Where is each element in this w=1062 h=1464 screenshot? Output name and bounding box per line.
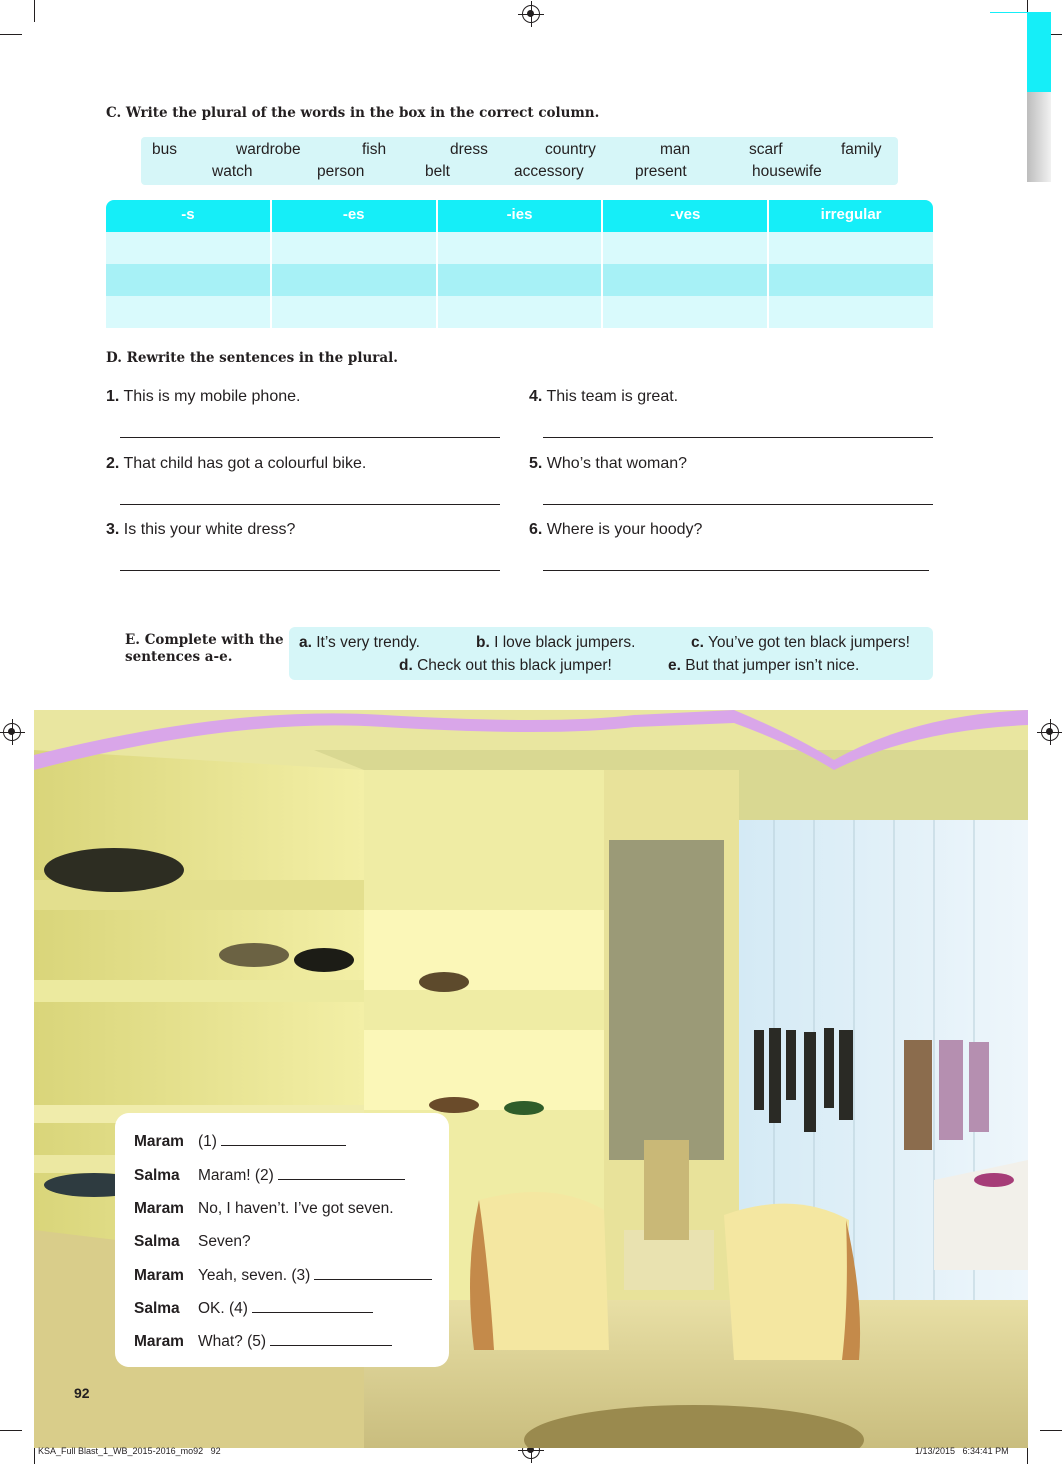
word: country [545, 141, 596, 158]
answer-line[interactable] [543, 504, 933, 505]
speaker-name: Salma [134, 1167, 180, 1184]
table-header-row [106, 200, 933, 232]
dialogue-line [134, 1200, 394, 1218]
sentence-2 [106, 455, 366, 473]
option-text: You’ve got ten black jumpers! [707, 634, 910, 651]
option-a [299, 634, 420, 652]
sentence-text: Is this your white dress? [123, 521, 296, 538]
answer-cell[interactable] [603, 264, 769, 296]
word: wardrobe [236, 141, 301, 158]
answer-cell[interactable] [272, 264, 438, 296]
dialogue-text: OK. (4) [198, 1300, 248, 1317]
sentence-5 [529, 455, 687, 473]
column-header: -es [272, 200, 438, 232]
page-number: 92 [74, 1385, 90, 1401]
answer-cell[interactable] [272, 232, 438, 264]
dialogue-line [134, 1333, 392, 1351]
answer-cell[interactable] [106, 264, 272, 296]
sentence-number: 4. [529, 388, 543, 405]
speaker-name: Maram [134, 1133, 184, 1150]
sentence-number: 1. [106, 388, 120, 405]
sentence-text: That child has got a colourful bike. [123, 455, 367, 472]
crop-mark [34, 0, 35, 22]
registration-mark-icon [3, 723, 21, 741]
footer-timestamp: 1/13/2015 6:34:41 PM [915, 1446, 1009, 1456]
crop-mark [1040, 1430, 1062, 1431]
tab-line [990, 12, 1027, 13]
answer-line[interactable] [120, 504, 500, 505]
sentence-number: 6. [529, 521, 543, 538]
sentence-6 [529, 521, 702, 539]
instruction-line: E. Complete with the [125, 632, 284, 648]
option-text: Check out this black jumper! [417, 657, 612, 674]
dialogue-text: Seven? [198, 1233, 251, 1250]
answer-cell[interactable] [272, 296, 438, 328]
word: family [841, 141, 882, 158]
section-e-instruction [125, 632, 284, 666]
option-letter: c. [691, 634, 704, 651]
dialogue-blank[interactable] [278, 1167, 405, 1180]
option-letter: e. [668, 657, 681, 674]
speaker-name: Maram [134, 1267, 184, 1284]
crop-mark [0, 34, 22, 35]
sentence-text: Where is your hoody? [546, 521, 703, 538]
table-row [106, 232, 933, 264]
answer-line[interactable] [543, 570, 929, 571]
word-box [141, 137, 898, 185]
dialogue-text: Yeah, seven. (3) [198, 1267, 311, 1284]
answer-line[interactable] [543, 437, 933, 438]
dialogue-line [134, 1133, 346, 1151]
option-letter: d. [399, 657, 413, 674]
dialogue-text: (1) [198, 1133, 217, 1150]
option-b [476, 634, 635, 652]
answer-cell[interactable] [769, 296, 933, 328]
answer-options-box [289, 627, 933, 680]
dialogue-line [134, 1233, 251, 1251]
dialogue-blank[interactable] [252, 1300, 373, 1313]
answer-cell[interactable] [603, 232, 769, 264]
speaker-name: Maram [134, 1200, 184, 1217]
column-header: -ves [603, 200, 769, 232]
word: scarf [749, 141, 783, 158]
plural-table [106, 200, 933, 328]
wave-banner [34, 705, 1028, 775]
speaker-name: Salma [134, 1233, 180, 1250]
option-e [668, 657, 859, 675]
sentence-number: 2. [106, 455, 120, 472]
sentence-1 [106, 388, 300, 406]
answer-cell[interactable] [106, 296, 272, 328]
option-text: I love black jumpers. [494, 634, 636, 651]
chapter-tab-grey [1027, 92, 1051, 182]
word: dress [450, 141, 488, 158]
speaker-name: Maram [134, 1333, 184, 1350]
word: fish [362, 141, 387, 158]
option-c [691, 634, 910, 652]
sentence-number: 3. [106, 521, 120, 538]
answer-cell[interactable] [438, 232, 604, 264]
dialogue-text: What? (5) [198, 1333, 267, 1350]
answer-line[interactable] [120, 570, 500, 571]
word: watch [212, 163, 253, 180]
word: bus [152, 141, 177, 158]
table-row [106, 296, 933, 328]
crop-mark [0, 1430, 22, 1431]
word: accessory [514, 163, 584, 180]
chapter-tab-cyan [1027, 12, 1051, 92]
option-letter: a. [299, 634, 312, 651]
column-header: -s [106, 200, 272, 232]
section-d-instruction: D. Rewrite the sentences in the plural. [106, 350, 398, 366]
sentence-3 [106, 521, 295, 539]
section-c-instruction: C. Write the plural of the words in the box in the correct column. [106, 105, 600, 121]
answer-cell[interactable] [769, 232, 933, 264]
sentence-text: This is my mobile phone. [123, 388, 301, 405]
dialogue-line [134, 1267, 432, 1285]
option-d [399, 657, 612, 675]
dialogue-blank[interactable] [270, 1333, 392, 1346]
column-header: -ies [438, 200, 604, 232]
sentence-number: 5. [529, 455, 543, 472]
sentence-text: Who’s that woman? [546, 455, 688, 472]
speaker-name: Salma [134, 1300, 180, 1317]
sentence-text: This team is great. [546, 388, 679, 405]
footer-file-slug: KSA_Full Blast_1_WB_2015-2016_mo92 92 [38, 1446, 221, 1456]
word: present [635, 163, 687, 180]
dialogue-blank[interactable] [314, 1267, 432, 1280]
word: belt [425, 163, 450, 180]
dialogue-text: Maram! (2) [198, 1167, 274, 1184]
word: person [317, 163, 365, 180]
registration-mark-icon [522, 5, 540, 23]
answer-cell[interactable] [106, 232, 272, 264]
instruction-line: sentences a-e. [125, 649, 233, 665]
option-text: But that jumper isn’t nice. [685, 657, 860, 674]
word: man [660, 141, 691, 158]
option-text: It’s very trendy. [316, 634, 420, 651]
table-row [106, 264, 933, 296]
word: housewife [752, 163, 822, 180]
answer-cell[interactable] [603, 296, 769, 328]
dialogue-line [134, 1167, 405, 1185]
dialogue-line [134, 1300, 373, 1318]
answer-line[interactable] [120, 437, 500, 438]
sentence-4 [529, 388, 678, 406]
option-letter: b. [476, 634, 490, 651]
dialogue-box [115, 1113, 449, 1367]
answer-cell[interactable] [769, 264, 933, 296]
answer-cell[interactable] [438, 296, 604, 328]
registration-mark-icon [1041, 723, 1059, 741]
dialogue-text: No, I haven’t. I’ve got seven. [198, 1200, 394, 1217]
dialogue-blank[interactable] [221, 1133, 346, 1146]
column-header: irregular [820, 206, 882, 223]
answer-cell[interactable] [438, 264, 604, 296]
